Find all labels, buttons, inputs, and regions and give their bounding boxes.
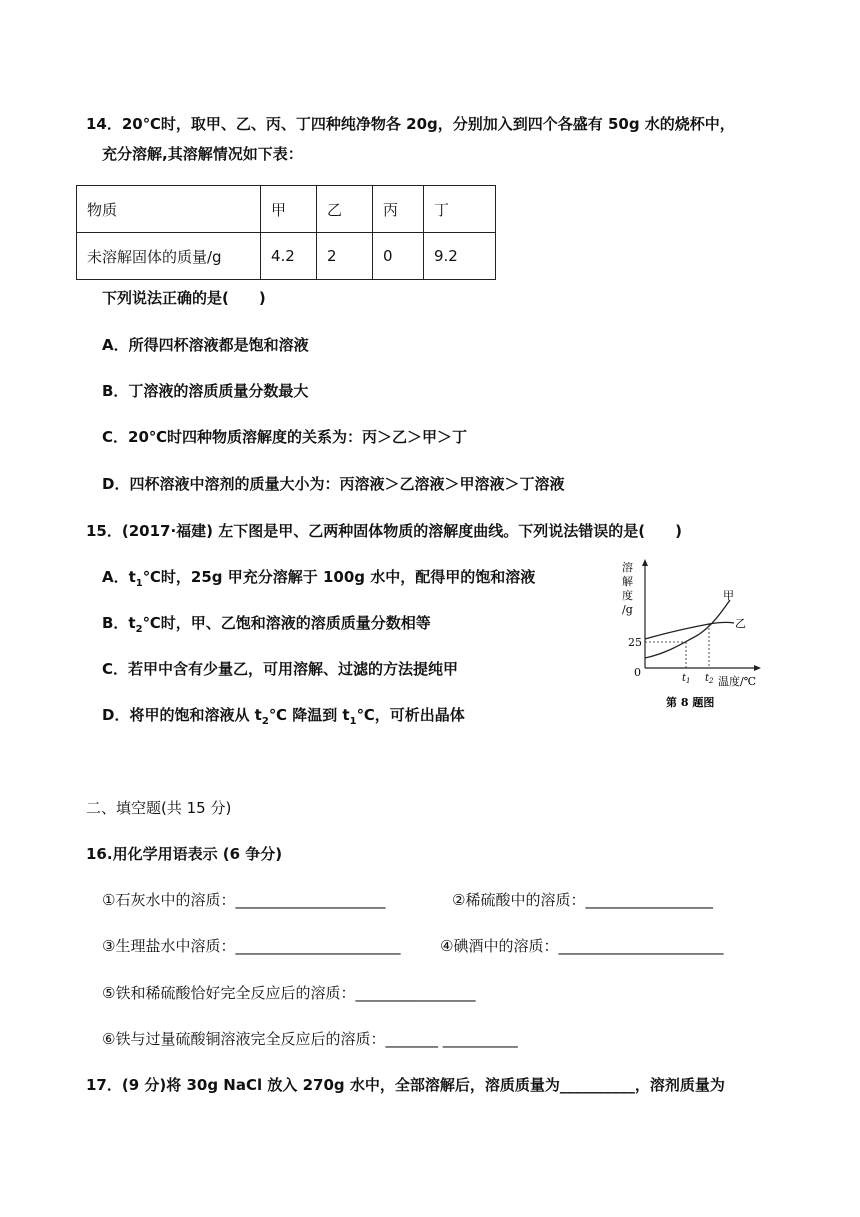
figure-caption: 第 8 题图	[666, 696, 715, 709]
q14-option-a: A．所得四杯溶液都是饱和溶液	[102, 336, 309, 354]
curve-label-yi: 乙	[735, 617, 746, 630]
section-title: 二、填空题(共 15 分)	[86, 799, 232, 817]
table-cell: 物质	[77, 186, 261, 233]
q14-stem-line1: 14．20℃时，取甲、乙、丙、丁四种纯净物各 20g，分别加入到四个各盛有 50g 水的烧杯中，	[86, 115, 735, 133]
y-axis-arrow	[642, 559, 648, 566]
q16-item-5: ⑤铁和稀硫酸恰好完全反应后的溶质：________________	[102, 984, 476, 1002]
q14-prompt: 下列说法正确的是( )	[102, 289, 266, 307]
q15-option-b	[102, 612, 431, 641]
option-text: ℃ 降温到 t	[268, 706, 350, 724]
subscript: 2	[261, 716, 269, 727]
q14-option-c: C．20℃时四种物质溶解度的关系为：丙＞乙＞甲＞丁	[102, 428, 468, 446]
curve-label-jia: 甲	[723, 589, 734, 602]
table-cell: 丙	[373, 186, 424, 233]
table-cell: 甲	[261, 186, 317, 233]
option-text: ℃时，甲、乙饱和溶液的溶质质量分数相等	[142, 614, 431, 632]
q15-stem: 15．(2017·福建) 左下图是甲、乙两种固体物质的溶解度曲线。下列说法错误的是( )	[86, 522, 682, 540]
table-cell: 丁	[424, 186, 496, 233]
y-axis-label-char: 解	[622, 575, 633, 588]
q16-item-1: ①石灰水中的溶质：____________________	[102, 891, 386, 909]
q16-item-2: ②稀硫酸中的溶质：_________________	[452, 891, 713, 909]
option-text: D．将甲的饱和溶液从 t	[102, 706, 262, 724]
origin-label: 0	[634, 666, 641, 679]
table-cell: 未溶解固体的质量/g	[77, 233, 261, 280]
q15-option-d	[102, 704, 465, 733]
x-tick-label-t1: $t_1$	[682, 673, 691, 685]
table-cell: 乙	[317, 186, 373, 233]
x-axis-label: 温度/℃	[718, 675, 757, 688]
q15-option-a	[102, 566, 535, 595]
table-cell: 2	[317, 233, 373, 280]
q14-stem-line2: 充分溶解,其溶解情况如下表：	[102, 145, 303, 163]
q15-option-c: C．若甲中含有少量乙，可用溶解、过滤的方法提纯甲	[102, 660, 459, 678]
option-text: ℃时，25g 甲充分溶解于 100g 水中，配得甲的饱和溶液	[142, 568, 536, 586]
solubility-table	[76, 185, 496, 280]
x-axis-arrow	[754, 665, 761, 671]
curve-yi	[645, 622, 734, 639]
x-tick-label-t2: $t_2$	[705, 673, 714, 685]
table-cell: 9.2	[424, 233, 496, 280]
subscript: 1	[135, 578, 143, 589]
q16-item-3: ③生理盐水中溶质：______________________	[102, 937, 401, 955]
table-cell: 4.2	[261, 233, 317, 280]
q16-item-6: ⑥铁与过量硫酸铜溶液完全反应后的溶质：_______ __________	[102, 1030, 518, 1048]
option-text: A．t	[102, 568, 136, 586]
subscript: 1	[349, 716, 357, 727]
table-row	[77, 233, 496, 280]
solubility-curve-figure	[618, 555, 778, 715]
option-text: B．t	[102, 614, 136, 632]
q14-option-d: D．四杯溶液中溶剂的质量大小为：丙溶液＞乙溶液＞甲溶液＞丁溶液	[102, 475, 565, 493]
subscript: 2	[135, 624, 143, 635]
option-text: ℃，可析出晶体	[356, 706, 465, 724]
table-row	[77, 186, 496, 233]
y-axis-label-char: 度	[622, 589, 633, 602]
y-axis-label-char: 溶	[622, 561, 633, 574]
q17-stem: 17．(9 分)将 30g NaCl 放入 270g 水中，全部溶解后，溶质质量为__________，溶剂质量为	[86, 1076, 725, 1094]
q14-option-b: B．丁溶液的溶质质量分数最大	[102, 382, 309, 400]
y-axis-label-char: /g	[622, 603, 633, 616]
q16-title: 16.用化学用语表示 (6 争分)	[86, 845, 283, 863]
q16-item-4: ④碘酒中的溶质：______________________	[440, 937, 724, 955]
table-cell: 0	[373, 233, 424, 280]
y-tick-label: 25	[628, 636, 642, 649]
